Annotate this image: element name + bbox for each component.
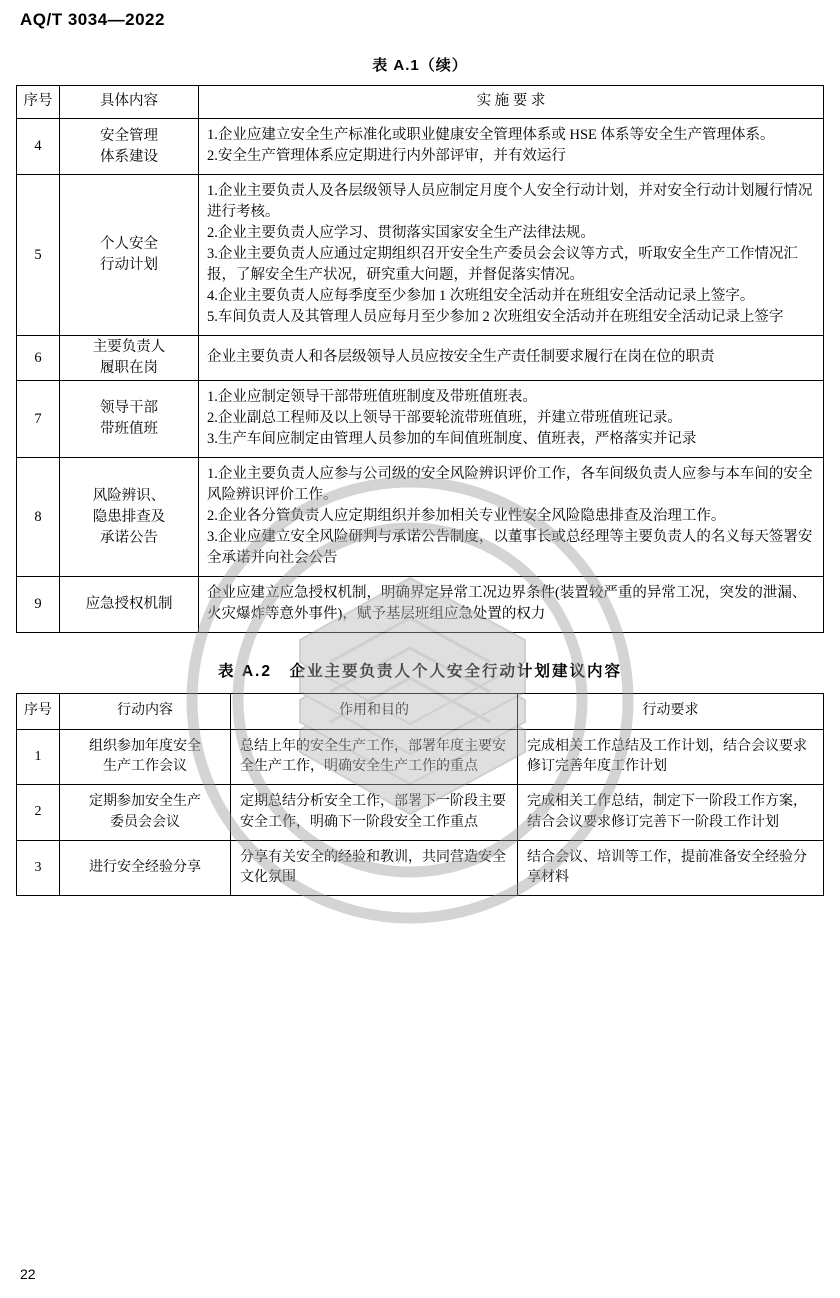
table-a2-header bbox=[17, 694, 824, 729]
requirement-line: 3.生产车间应制定由管理人员参加的车间值班制度、值班表，严格落实并记录 bbox=[207, 431, 697, 448]
row-action-line: 进行安全经验分享 bbox=[89, 859, 201, 875]
row-action-line: 定期参加安全生产 bbox=[89, 794, 201, 810]
table-row bbox=[17, 336, 824, 381]
requirement-line: 3.企业应建立安全风险研判与承诺公告制度，以董事长或总经理等主要负责人的名义每天签署安全承诺并向社会公告 bbox=[207, 529, 813, 567]
requirement-line: 4.企业主要负责人应每季度至少参加 1 次班组安全活动并在班组安全活动记录上签字。 bbox=[207, 288, 755, 305]
table-row bbox=[17, 86, 824, 119]
table-a1 bbox=[16, 85, 824, 633]
requirement-line: 2.企业主要负责人应学习、贯彻落实国家安全生产法律法规。 bbox=[207, 225, 595, 242]
row-purpose: 定期总结分析安全工作，部署下一阶段主要安全工作，明确下一阶段安全工作重点 bbox=[231, 785, 518, 841]
row-requirements bbox=[199, 119, 824, 175]
row-item-line: 体系建设 bbox=[100, 148, 158, 165]
row-no: 5 bbox=[17, 175, 60, 336]
table-row bbox=[17, 729, 824, 785]
row-no: 8 bbox=[17, 458, 60, 577]
row-item-line: 应急授权机制 bbox=[85, 596, 173, 613]
page-number: 22 bbox=[20, 1266, 36, 1282]
row-item bbox=[60, 458, 199, 577]
requirement-line: 1.企业应制定领导干部带班值班制度及带班值班表。 bbox=[207, 389, 537, 406]
column-header-action: 行动内容 bbox=[60, 694, 231, 729]
row-requirements bbox=[199, 458, 824, 577]
row-no: 1 bbox=[17, 729, 60, 785]
requirement-line: 2.安全生产管理体系应定期进行内外部评审，并有效运行 bbox=[207, 148, 566, 165]
row-item-line: 个人安全 bbox=[100, 236, 158, 253]
row-action bbox=[60, 840, 231, 896]
column-header-no: 序号 bbox=[17, 86, 60, 119]
requirement-line: 5.车间负责人及其管理人员应每月至少参加 2 次班组安全活动并在班组安全活动记录上签字 bbox=[207, 309, 784, 326]
table-row bbox=[17, 119, 824, 175]
row-no: 2 bbox=[17, 785, 60, 841]
row-item-line: 领导干部 bbox=[100, 400, 158, 417]
row-item-line: 行动计划 bbox=[100, 257, 158, 274]
requirement-line: 2.企业各分管负责人应定期组织并参加相关专业性安全风险隐患排查及治理工作。 bbox=[207, 508, 726, 525]
table-row bbox=[17, 175, 824, 336]
row-item bbox=[60, 175, 199, 336]
column-header-purpose: 作用和目的 bbox=[231, 694, 518, 729]
table-row bbox=[17, 694, 824, 729]
column-header-no: 序号 bbox=[17, 694, 60, 729]
row-purpose: 总结上年的安全生产工作，部署年度主要安全生产工作，明确安全生产工作的重点 bbox=[231, 729, 518, 785]
requirement-line: 企业主要负责人和各层级领导人员应按安全生产责任制要求履行在岗在位的职责 bbox=[207, 349, 715, 366]
row-demand: 完成相关工作总结，制定下一阶段工作方案，结合会议要求修订完善下一阶段工作计划 bbox=[518, 785, 824, 841]
row-action-line: 委员会会议 bbox=[110, 814, 180, 830]
row-item bbox=[60, 119, 199, 175]
table-row bbox=[17, 381, 824, 458]
row-demand: 完成相关工作总结及工作计划，结合会议要求修订完善年度工作计划 bbox=[518, 729, 824, 785]
row-no: 6 bbox=[17, 336, 60, 381]
table-row bbox=[17, 577, 824, 633]
table-row bbox=[17, 785, 824, 841]
table-row bbox=[17, 840, 824, 896]
row-item-line: 安全管理 bbox=[100, 127, 158, 144]
requirement-line: 1.企业主要负责人及各层级领导人员应制定月度个人安全行动计划，并对安全行动计划履行情况进行考核。 bbox=[207, 183, 813, 221]
row-item-line: 承诺公告 bbox=[100, 529, 158, 546]
requirement-line: 企业应建立应急授权机制，明确界定异常工况边界条件(装置较严重的异常工况，突发的泄漏、火灾爆炸等意外事件)，赋予基层班组应急处置的权力 bbox=[207, 585, 807, 623]
requirement-line: 2.企业副总工程师及以上领导干部要轮流带班值班，并建立带班值班记录。 bbox=[207, 410, 682, 427]
row-requirements bbox=[199, 336, 824, 381]
column-header-requirement: 实 施 要 求 bbox=[199, 86, 824, 119]
row-item-line: 带班值班 bbox=[100, 421, 158, 438]
row-item bbox=[60, 381, 199, 458]
page-header: AQ/T 3034—2022 bbox=[20, 10, 165, 29]
table-a2 bbox=[16, 693, 824, 896]
table-a1-body bbox=[17, 119, 824, 633]
row-no: 3 bbox=[17, 840, 60, 896]
row-action-line: 组织参加年度安全 bbox=[89, 738, 201, 754]
column-header-demand: 行动要求 bbox=[518, 694, 824, 729]
table-row bbox=[17, 458, 824, 577]
row-item-line: 履职在岗 bbox=[100, 360, 158, 377]
row-item-line: 隐患排查及 bbox=[92, 508, 166, 525]
table-a1-header bbox=[17, 86, 824, 119]
row-action bbox=[60, 785, 231, 841]
column-header-item: 具体内容 bbox=[60, 86, 199, 119]
row-action-line: 生产工作会议 bbox=[103, 758, 187, 774]
row-requirements bbox=[199, 381, 824, 458]
table-a2-body bbox=[17, 729, 824, 896]
row-action bbox=[60, 729, 231, 785]
requirement-line: 1.企业主要负责人应参与公司级的安全风险辨识评价工作，各车间级负责人应参与本车间的安全风险辨识评价工作。 bbox=[207, 466, 813, 504]
row-item bbox=[60, 577, 199, 633]
row-demand: 结合会议、培训等工作，提前准备安全经验分享材料 bbox=[518, 840, 824, 896]
row-item-line: 主要负责人 bbox=[92, 339, 166, 356]
row-purpose: 分享有关安全的经验和教训，共同营造安全文化氛围 bbox=[231, 840, 518, 896]
row-requirements bbox=[199, 577, 824, 633]
requirement-line: 1.企业应建立安全生产标准化或职业健康安全管理体系或 HSE 体系等安全生产管理体系。 bbox=[207, 127, 775, 144]
table-a1-title: 表 A.1（续） bbox=[372, 57, 468, 74]
table-a2-title: 表 A.2 企业主要负责人个人安全行动计划建议内容 bbox=[218, 663, 622, 681]
row-no: 9 bbox=[17, 577, 60, 633]
row-item bbox=[60, 336, 199, 381]
requirement-line: 3.企业主要负责人应通过定期组织召开安全生产委员会会议等方式，听取安全生产工作情况汇报，了解安全生产状况，研究重大问题，并督促落实情况。 bbox=[207, 246, 798, 284]
row-requirements bbox=[199, 175, 824, 336]
row-item-line: 风险辨识、 bbox=[92, 487, 166, 504]
row-no: 4 bbox=[17, 119, 60, 175]
row-no: 7 bbox=[17, 381, 60, 458]
